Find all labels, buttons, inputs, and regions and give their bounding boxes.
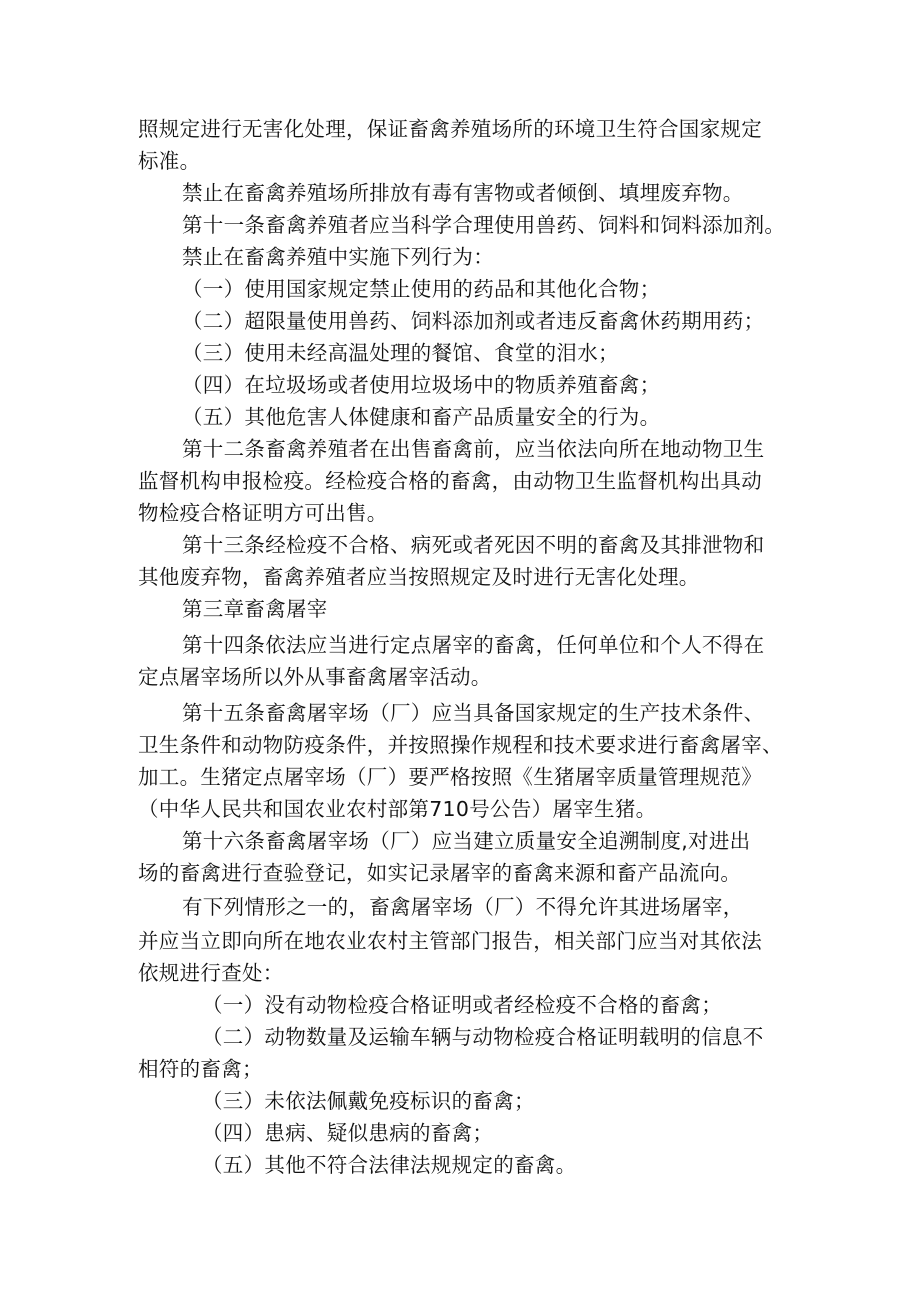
text-line: 第十六条畜禽屠宰场（厂）应当建立质量安全追溯制度,对进出 xyxy=(182,829,751,853)
text-line: 第十五条畜禽屠宰场（厂）应当具备国家规定的生产技术条件、 xyxy=(182,701,765,725)
text-line: （二）动物数量及运输车辆与动物检疫合格证明载明的信息不 xyxy=(202,1025,764,1049)
text-line: 禁止在畜禽养殖场所排放有毒有害物或者倾倒、填埋废弃物。 xyxy=(182,181,744,205)
text-line: 第十一条畜禽养殖者应当科学合理使用兽药、饲料和饲料添加剂。 xyxy=(182,213,786,237)
text-line: 有下列情形之一的，畜禽屠宰场（厂）不得允许其进场屠宰， xyxy=(182,895,744,919)
text-line: （一）使用国家规定禁止使用的药品和其他化合物； xyxy=(182,277,661,301)
text-line: （中华人民共和国农业农村部第710号公告）屠宰生猪。 xyxy=(138,797,657,821)
text-line: 依规进行查处： xyxy=(138,961,284,985)
text-line: （三）未依法佩戴免疫标识的畜禽； xyxy=(202,1089,535,1113)
text-line: 第十四条依法应当进行定点屠宰的畜禽，任何单位和个人不得在 xyxy=(182,633,765,657)
text-line: 其他废弃物，畜禽养殖者应当按照规定及时进行无害化处理。 xyxy=(138,565,700,589)
chapter-heading: 第三章畜禽屠宰 xyxy=(182,597,328,621)
text-line: 并应当立即向所在地农业农村主管部门报告，相关部门应当对其依法 xyxy=(138,929,762,953)
text-line: 第十二条畜禽养殖者在出售畜禽前，应当依法向所在地动物卫生 xyxy=(182,437,765,461)
text-line: （二）超限量使用兽药、饲料添加剂或者违反畜禽休药期用药； xyxy=(182,309,765,333)
text-line: 禁止在畜禽养殖中实施下列行为： xyxy=(182,245,494,269)
text-line: （三）使用未经高温处理的餐馆、食堂的泪水； xyxy=(182,341,619,365)
text-line: （一）没有动物检疫合格证明或者经检疫不合格的畜禽； xyxy=(202,993,722,1017)
text-line: 照规定进行无害化处理，保证畜禽养殖场所的环境卫生符合国家规定 xyxy=(138,117,762,141)
text-line: （四）在垃圾场或者使用垃圾场中的物质养殖畜禽； xyxy=(182,373,661,397)
text-line: （四）患病、疑似患病的畜禽； xyxy=(202,1121,494,1145)
text-line: 加工。生猪定点屠宰场（厂）要严格按照《生猪屠宰质量管理规范》 xyxy=(138,765,762,789)
text-line: 标准。 xyxy=(138,149,201,173)
text-line: （五）其他危害人体健康和畜产品质量安全的行为。 xyxy=(182,405,661,429)
text-line: 定点屠宰场所以外从事畜禽屠宰活动。 xyxy=(138,665,492,689)
text-line: 物检疫合格证明方可出售。 xyxy=(138,501,388,525)
text-line: 场的畜禽进行查验登记，如实记录屠宰的畜禽来源和畜产品流向。 xyxy=(138,861,742,885)
text-line: 相符的畜禽； xyxy=(138,1057,263,1081)
text-line: 监督机构申报检疫。经检疫合格的畜禽，由动物卫生监督机构出具动 xyxy=(138,469,762,493)
text-line: （五）其他不符合法律法规规定的畜禽。 xyxy=(202,1153,577,1177)
text-line: 第十三条经检疫不合格、病死或者死因不明的畜禽及其排泄物和 xyxy=(182,533,765,557)
text-line: 卫生条件和动物防疫条件，并按照操作规程和技术要求进行畜禽屠宰、 xyxy=(138,733,783,757)
